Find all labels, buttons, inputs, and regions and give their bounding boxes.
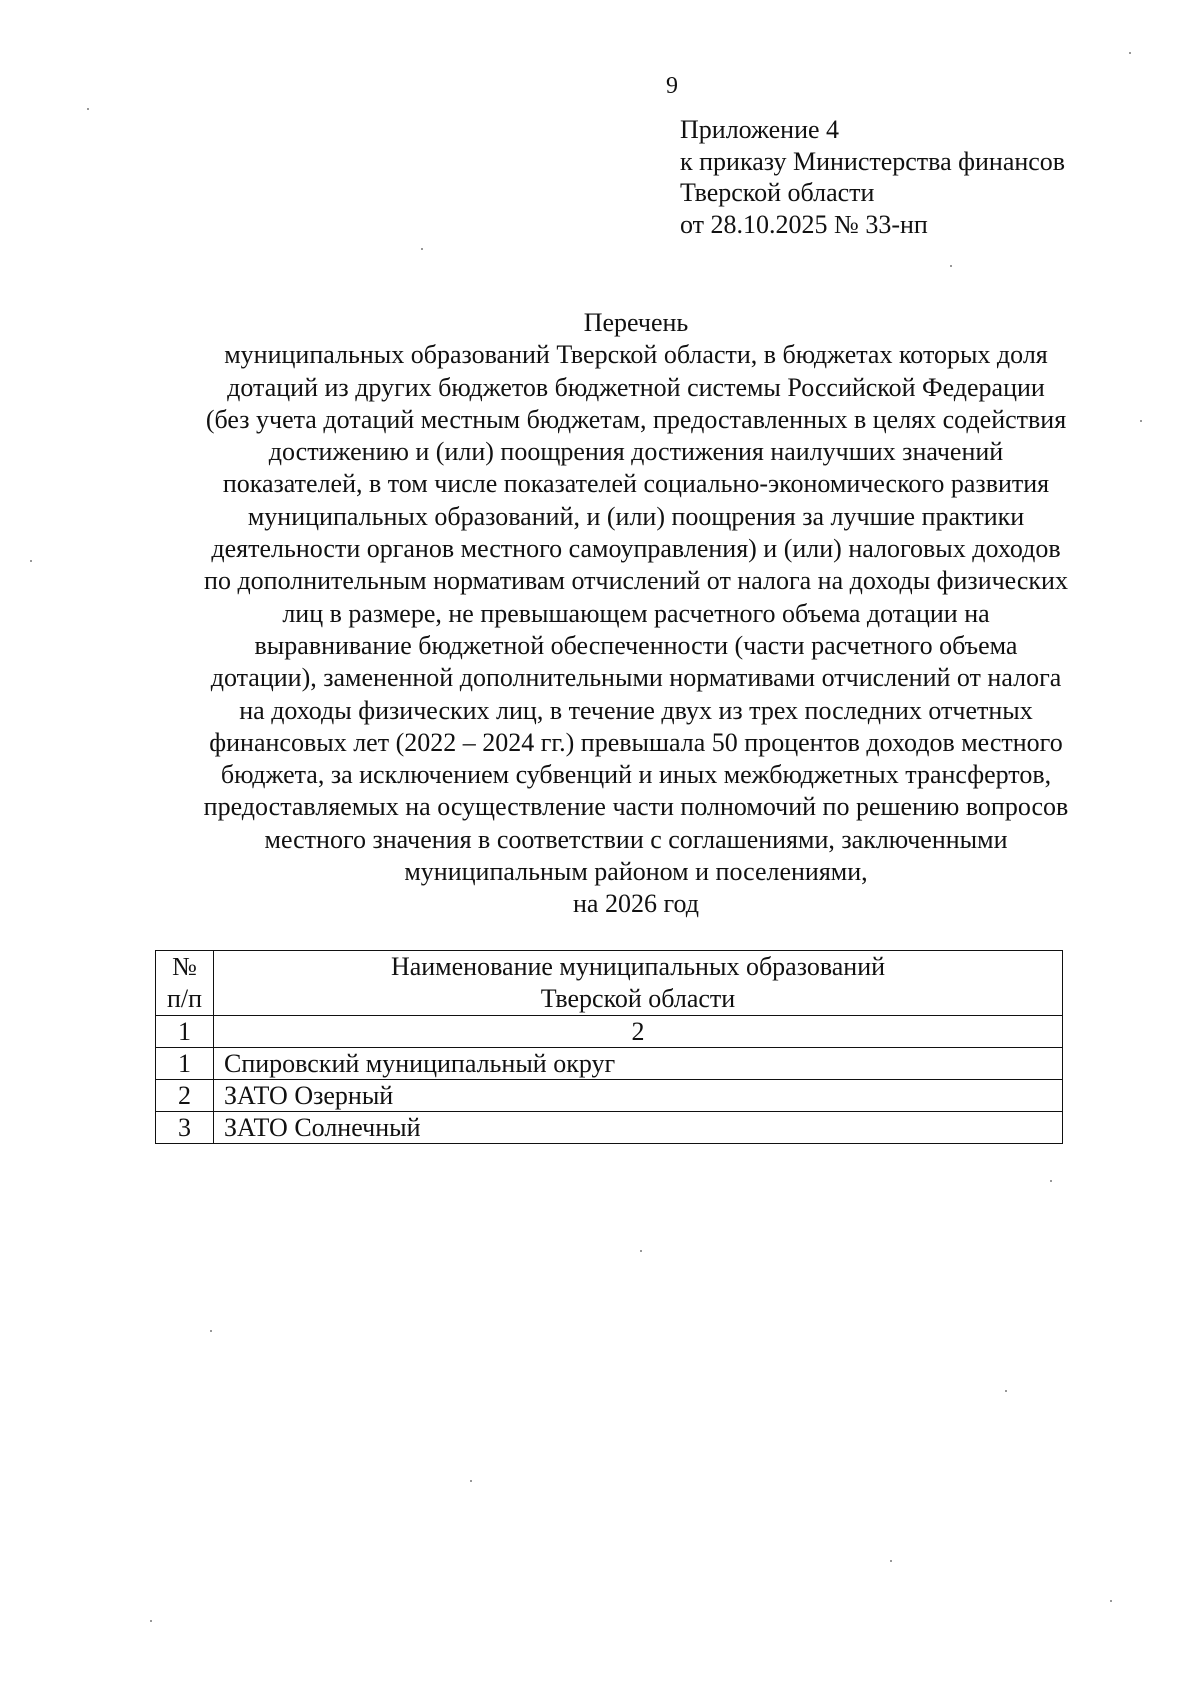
title-line: предоставляемых на осуществление части полномочий по решению вопросов — [203, 792, 1069, 822]
appendix-line: к приказу Министерства финансов — [680, 146, 1066, 176]
row-number: 3 — [156, 1112, 214, 1144]
title-line: (без учета дотаций местным бюджетам, предоставленных в целях содействия — [205, 404, 1067, 434]
title-line: показателей, в том числе показателей социально-экономического развития — [222, 469, 1050, 499]
table-row — [156, 1112, 1063, 1144]
header-name-label: Тверской области — [540, 984, 736, 1013]
index-cell: 2 — [214, 1016, 1063, 1048]
appendix-line: Тверской области — [680, 178, 875, 207]
municipalities-table — [155, 950, 1063, 1144]
scan-speck — [890, 1560, 892, 1562]
scan-speck — [421, 248, 423, 250]
row-municipality-name: Спировский муниципальный округ — [214, 1048, 1063, 1080]
appendix-block — [680, 114, 1065, 240]
scan-speck — [470, 1480, 472, 1482]
title-line: на доходы физических лиц, в течение двух из трех последних отчетных — [239, 695, 1033, 725]
row-municipality-name: ЗАТО Озерный — [214, 1080, 1063, 1112]
title-line: по дополнительным нормативам отчислений от налога на доходы физических — [204, 566, 1068, 596]
scan-speck — [1140, 420, 1142, 422]
title-line: муниципальным районом и поселениями, — [404, 857, 868, 887]
table-header-row — [156, 951, 1063, 1016]
title-line: выравнивание бюджетной обеспеченности (части расчетного объема — [254, 630, 1018, 660]
scan-speck — [640, 1250, 642, 1252]
scan-speck — [150, 1620, 152, 1622]
title-line: дотации), замененной дополнительными нормативами отчислений от налога — [210, 663, 1062, 693]
title-line: муниципальных образований, и (или) поощрения за лучшие практики — [247, 501, 1025, 531]
header-name-cell — [214, 951, 1063, 1016]
header-name-label: Наименование муниципальных образований — [390, 952, 886, 981]
title-line: местного значения в соответствии с соглашениями, заключенными — [264, 824, 1008, 854]
table-index-row — [156, 1016, 1063, 1048]
header-num-cell — [156, 951, 214, 1016]
title-line: достижению и (или) поощрения достижения наилучших значений — [268, 437, 1004, 467]
title-line: муниципальных образований Тверской области, в бюджетах которых доля — [224, 340, 1048, 370]
row-municipality-name: ЗАТО Солнечный — [214, 1112, 1063, 1144]
title-line: на 2026 год — [573, 889, 699, 919]
appendix-line: Приложение 4 — [680, 115, 840, 144]
header-num-label: п/п — [166, 984, 203, 1013]
scan-speck — [1005, 1390, 1007, 1392]
title-line: деятельности органов местного самоуправления) и (или) налоговых доходов — [211, 534, 1061, 564]
title-line: дотаций из других бюджетов бюджетной системы Российской Федерации — [227, 372, 1045, 402]
row-number: 2 — [156, 1080, 214, 1112]
table-row — [156, 1048, 1063, 1080]
title-line: бюджета, за исключением субвенций и иных межбюджетных трансфертов, — [220, 760, 1052, 790]
scan-speck — [1110, 1600, 1112, 1602]
header-num-label: № — [172, 952, 197, 981]
row-number: 1 — [156, 1048, 214, 1080]
title-line: финансовых лет (2022 – 2024 гг.) превышала 50 процентов доходов местного — [209, 727, 1063, 757]
appendix-line: от 28.10.2025 № 33-нп — [680, 209, 928, 239]
scan-speck — [1129, 52, 1131, 54]
index-cell: 1 — [156, 1016, 214, 1048]
scan-speck — [950, 265, 952, 267]
scan-speck — [1050, 1180, 1052, 1182]
scan-speck — [87, 108, 89, 110]
scan-speck — [210, 1330, 212, 1332]
table-row — [156, 1080, 1063, 1112]
title-heading: Перечень — [583, 308, 689, 337]
title-line: лиц в размере, не превышающем расчетного объема дотации на — [282, 598, 990, 628]
scan-speck — [30, 560, 32, 562]
page-number: 9 — [666, 73, 678, 99]
document-title — [100, 307, 1172, 921]
